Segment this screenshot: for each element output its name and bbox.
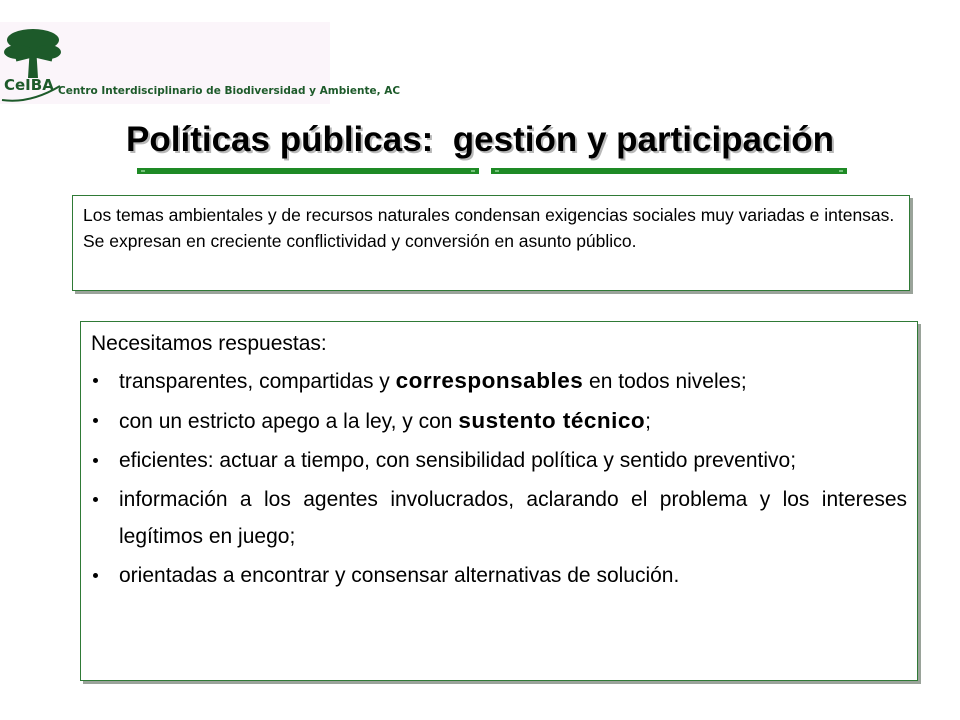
context-paragraph-1: Los temas ambientales y de recursos naturales condensan exigencias sociales muy variadas e intensas. xyxy=(83,205,895,225)
responses-box xyxy=(80,321,918,681)
list-item xyxy=(91,402,907,440)
list-item-text: eficientes: actuar a tiempo, con sensibilidad política y sentido preventivo; xyxy=(119,449,797,472)
list-item-text: con un estricto apego a la ley, y con xyxy=(119,410,459,433)
bullet-icon xyxy=(93,573,98,578)
list-item xyxy=(91,362,907,400)
bullet-icon xyxy=(93,458,98,463)
list-item-emphasis: corresponsables xyxy=(395,368,584,393)
list-item-text: información a los agentes involucrados, aclarando el problema y los intereses legítimos en juego; xyxy=(119,488,907,548)
context-paragraph-2: Se expresan en creciente conflictividad y conversión en asunto público. xyxy=(83,231,637,251)
list-item-text: orientadas a encontrar y consensar alternativas de solución. xyxy=(119,564,680,587)
logo-organization-name: Centro Interdisciplinario de Biodiversidad y Ambiente, AC xyxy=(58,85,401,97)
list-item xyxy=(91,442,907,479)
bullet-icon xyxy=(93,418,98,423)
bullet-icon xyxy=(93,497,98,502)
list-item-emphasis: sustento técnico xyxy=(458,408,646,433)
context-box xyxy=(72,195,910,291)
logo xyxy=(0,22,401,104)
title-underline-right xyxy=(491,168,847,174)
list-item-text: transparentes, compartidas y xyxy=(119,370,396,393)
responses-list xyxy=(91,362,907,594)
slide-title: Políticas públicas: gestión y participación xyxy=(126,120,834,159)
bullet-icon xyxy=(93,378,98,383)
list-item xyxy=(91,557,907,594)
list-item xyxy=(91,481,907,555)
logo-abbreviation: CeIBA xyxy=(4,76,54,94)
title-underline-left xyxy=(137,168,479,174)
responses-lead: Necesitamos respuestas: xyxy=(91,332,327,355)
list-item-text-end: ; xyxy=(645,410,651,433)
list-item-text-end: en todos niveles; xyxy=(583,370,747,393)
